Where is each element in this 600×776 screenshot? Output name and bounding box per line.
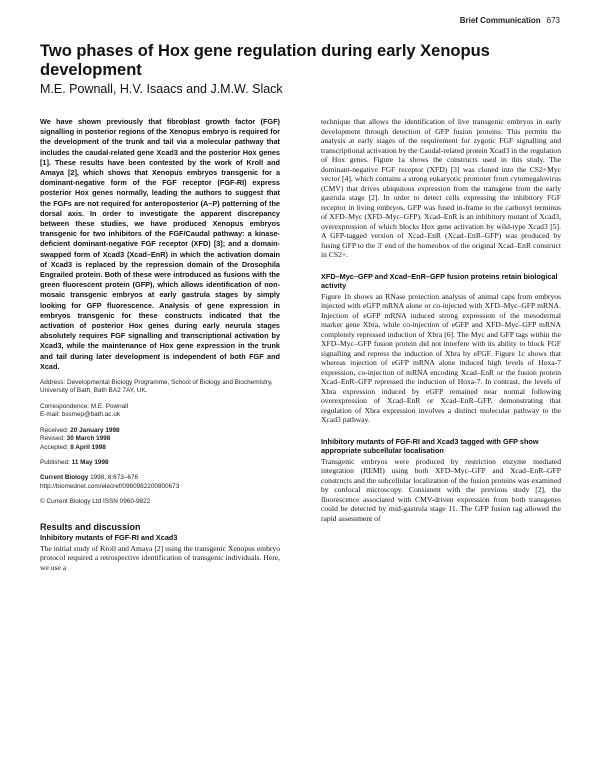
results-heading: Results and discussion (40, 521, 141, 532)
correspondence-label: Correspondence: (40, 402, 90, 410)
received-date: 20 January 1998 (70, 426, 120, 434)
address-block (40, 379, 280, 396)
section3-heading: Inhibitory mutants of FGF-RI and Xcad3 tagged with GFP show appropriate subcellular localisation (321, 436, 539, 455)
address-label: Address: (40, 379, 66, 387)
published-date: 11 May 1998 (71, 458, 109, 466)
results-paragraph-start: The initial study of Kroll and Amaya [2] using the transgenic Xenopus embryo protocol required a retrospective identification of transgenic individuals. Here, we use a (40, 543, 280, 572)
section3-paragraph: Transgenic embryos were produced by restriction enzyme mediated integration (REMI) using both XFD–Myc–GFP and Xcad–EnR–GFP constructs and the subcellular localization of the fusion proteins was examined by confocal microscopy. Consistent with the previous study [2], the fluorescence associated with CMV-driven expression from both transgenes could be detected by mid-gastrula stage 11. The GFP fusion tag allowed the rapid assessment of (321, 456, 561, 523)
received-label: Received: (40, 426, 69, 434)
email-address[interactable]: bssmep@bath.ac.uk (61, 411, 121, 419)
results-subheading: Inhibitory mutants of FGF-RI and Xcad3 (40, 532, 178, 542)
article-url[interactable]: http://biomednet.com/elecref/0960982200800673 (40, 482, 180, 490)
left-column (40, 117, 280, 572)
author-list: M.E. Pownall, H.V. Isaacs and J.M.W. Slack (40, 82, 283, 96)
citation-block (40, 474, 280, 491)
dates-block (40, 427, 280, 468)
right-column (321, 117, 561, 523)
results-paragraph-continued: technique that allows the identification of live transgenic embryos in early development through detection of GFP fusion proteins. This permits the analysis at early stages of the requirement for zygotic FGF signalling and transcriptional activation by the Caudal-related protein Xcad3 in the regulation of Hox genes. Figure 1a shows the constructs used in this study. The dominant-negative FGF receptor (XFD) [3] was cloned into the CS2+Myc vector [4], which contains a strong eukaryotic promoter from cytomegalovirus (CMV) that drives ubiquitous expression from the transgene from the early gastrula stage [2]. In order to detect cells expressing the inhibitory FGF receptor in living embryos, GFP was fused in-frame to the carboxyl terminus of XFD–Myc (XFD–Myc–GFP). Xcad–EnR is an inhibitory mutant of Xcad3, overexpression of which blocks Hox gene activation by wild-type Xcad3 [5]. A GFP-tagged version of Xcad–EnR (Xcad–EnR–GFP) was produced by fusing GFP to the 3′ end of the homeobox of the original Xcad–EnR construct in CS2+. (321, 117, 561, 259)
page-number: 673 (546, 16, 560, 25)
citation-details: 1998, 8:673–676 (90, 474, 139, 482)
accepted-date: 8 April 1998 (70, 443, 106, 451)
correspondence-name: M.E. Pownall (90, 402, 129, 410)
copyright-notice: © Current Biology Ltd ISSN 0960-9822 (40, 498, 151, 506)
section-label: Brief Communication (459, 16, 541, 25)
section2-heading: XFD–Myc–GFP and Xcad–EnR–GFP fusion proteins retain biological activity (321, 271, 558, 290)
abstract: We have shown previously that fibroblast growth factor (FGF) signalling in posterior regions of the Xenopus embryo is required for the development of the trunk and tail via a molecular pathway that includes the caudal-related gene Xcad3 and the posterior Hox genes [1]. These results have been contested by the work of Kroll and Amaya [2], which shows that Xenopus embryos transgenic for a dominant-negative form of the FGF receptor (FGF-RI) express posterior Hox genes normally, leading the authors to suggest that the FGFs are not required for anteroposterior (A–P) patterning of the dorsal axis. In order to investigate the apparent discrepancy between these studies, we have produced Xenopus embryos transgenic for two inhibitors of the FGF/Caudal pathway: a kinase-deficient dominant-negative FGF receptor (XFD) [3]; and a domain-swapped form of Xcad3 (Xcad–EnR) in which the activation domain of Xcad3 is replaced by the repression domain of the Drosophila Engrailed protein. Both of these were introduced as fusions with the green fluorescent protein (GFP), which allows identification of non-mosaic transgenic embryos at early gastrula stages by simply looking for GFP fluorescence. Analysis of gene expression in embryos transgenic for these constructs indicated that the activation of posterior Hox genes during early neurula stages absolutely requires FGF signalling and transcriptional activation by Xcad3, while the maintenance of Hox gene expression in the trunk and tail during later development is independent of both FGF and Xcad. (40, 117, 280, 371)
journal-name: Current Biology (40, 474, 89, 482)
article-title: Two phases of Hox gene regulation during early Xenopus development (40, 42, 490, 79)
revised-date: 30 March 1998 (66, 435, 111, 443)
published-label: Published: (40, 458, 70, 466)
running-head (460, 16, 560, 25)
accepted-label: Accepted: (40, 443, 69, 451)
address-text: Developmental Biology Programme, School of Biology and Biochemistry, University of Bath, Bath BA2 7AY, UK. (40, 379, 273, 395)
section2-paragraph: Figure 1b shows an RNase protection analysis of animal caps from embryos injected with eGFP mRNA alone or co-injected with XFD–Myc–GFP mRNA. Injection of eGFP mRNA induced strong expression of the mesodermal marker gene Xbra, while co-injection of eGFP and XFD–Myc–GFP mRNA completely repressed induction of Xbra [6]. The Myc and GFP tags within the XFD–Myc–GFP fusion protein did not interfere with its ability to block FGF signalling and repress the induction of Xbra by eFGF. Figure 1c shows that whereas injection of eGFP mRNA alone induced high levels of Hoxa-7 expression, co-injection of mRNA encoding Xcad–EnR or the fusion protein Xcad–EnR–GFP repressed the induction of Hoxa-7. In contrast, the levels of Xbra expression induced by eGFP remained near normal following overexpression of Xcad–EnR or Xcad–EnR–GFP, demonstrating that regulation of Xbra expression involves a distinct molecular pathway to the Xcad3 pathway. (321, 291, 561, 424)
email-label: E-mail: (40, 411, 60, 419)
revised-label: Revised: (40, 435, 65, 443)
correspondence-block (40, 403, 280, 420)
